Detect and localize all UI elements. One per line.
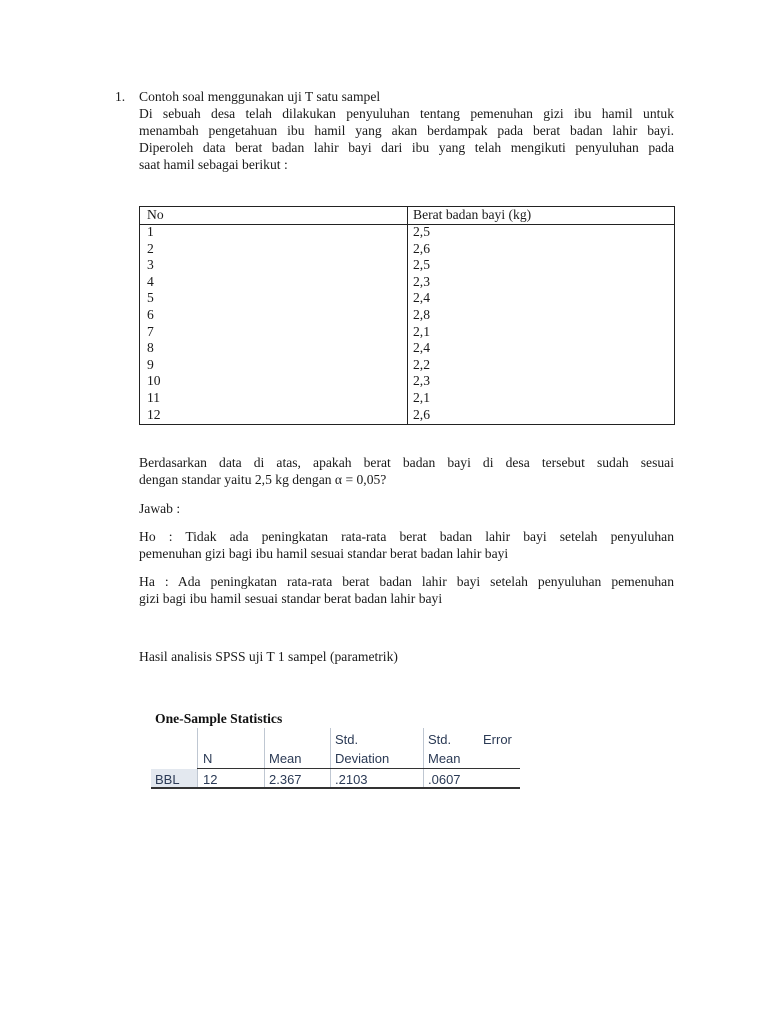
ha-line-1: Ha : Ada peningkatan rata-rata berat badan lahir bayi setelah penyuluhan pemenuhan bbox=[139, 574, 674, 589]
table-cell-no: 10 bbox=[147, 373, 161, 389]
table-cell-weight: 2,8 bbox=[413, 307, 430, 322]
table-cell-no: 3 bbox=[147, 257, 154, 273]
ho-line-2: pemenuhan gizi bagi ibu hamil sesuai standar berat badan lahir bayi bbox=[139, 546, 509, 561]
spss-bottom-rule bbox=[151, 787, 520, 789]
table-cell-no: 5 bbox=[147, 290, 154, 306]
question-line-1: Berdasarkan data di atas, apakah berat badan bayi di desa tersebut sudah sesuai bbox=[139, 455, 674, 470]
spss-row-label: BBL bbox=[155, 772, 180, 787]
spss-col-se-3: Error bbox=[483, 732, 512, 747]
spss-se-value: .0607 bbox=[428, 772, 461, 787]
table-cell-weight: 2,3 bbox=[413, 373, 430, 389]
ho-line-1: Ho : Tidak ada peningkatan rata-rata berat badan lahir bayi setelah penyuluhan bbox=[139, 529, 674, 544]
intro-line-4: saat hamil sebagai berikut : bbox=[139, 157, 288, 172]
table-cell-weight: 2,4 bbox=[413, 340, 430, 356]
spss-n-value: 12 bbox=[203, 772, 218, 787]
table-cell-weight: 2,6 bbox=[413, 240, 430, 256]
spss-col-sd-2: Deviation bbox=[335, 751, 390, 766]
table-cell-no: 9 bbox=[147, 356, 154, 372]
intro-line-1: Di sebuah desa telah dilakukan penyuluhan tentang pemenuhan gizi ibu hamil untuk bbox=[139, 106, 674, 121]
table-column-divider bbox=[407, 207, 408, 424]
table-cell-no: 12 bbox=[147, 406, 161, 422]
table-cell-no: 2 bbox=[147, 240, 154, 256]
question-line-2: dengan standar yaitu 2,5 kg dengan α = 0,05? bbox=[139, 472, 387, 487]
spss-col-divider-1 bbox=[197, 728, 198, 788]
intro-line-2: menambah pengetahuan ibu hamil yang akan berdampak pada berat badan lahir bayi. bbox=[139, 123, 674, 138]
question-title: Contoh soal menggunakan uji T satu sampel bbox=[139, 89, 381, 104]
table-cell-weight: 2,1 bbox=[413, 323, 430, 339]
spss-col-divider-3 bbox=[330, 728, 331, 788]
spss-header-rule bbox=[197, 768, 520, 769]
table-cell-no: 7 bbox=[147, 323, 154, 339]
answer-label: Jawab : bbox=[139, 501, 181, 516]
table-cell-no: 8 bbox=[147, 340, 154, 356]
spss-title: One-Sample Statistics bbox=[155, 711, 283, 726]
header-weight: Berat badan bayi (kg) bbox=[413, 207, 532, 222]
table-cell-weight: 2,1 bbox=[413, 390, 430, 405]
spss-col-sd-1: Std. bbox=[335, 732, 359, 747]
birth-weight-table bbox=[139, 206, 675, 425]
intro-line-3: Diperoleh data berat badan lahir bayi dari ibu yang telah mengikuti penyuluhan pada bbox=[139, 140, 674, 155]
table-cell-weight: 2,3 bbox=[413, 273, 430, 289]
table-cell-no: 4 bbox=[147, 273, 154, 289]
spss-caption: Hasil analisis SPSS uji T 1 sampel (parametrik) bbox=[139, 649, 398, 664]
ha-line-2: gizi bagi ibu hamil sesuai standar berat badan lahir bayi bbox=[139, 591, 443, 606]
table-cell-no: 11 bbox=[147, 390, 161, 405]
table-cell-weight: 2,5 bbox=[413, 257, 430, 273]
table-cell-no: 6 bbox=[147, 307, 154, 322]
spss-col-divider-4 bbox=[423, 728, 424, 788]
table-cell-weight: 2,6 bbox=[413, 406, 430, 422]
header-no: No bbox=[147, 207, 164, 222]
spss-col-n: N bbox=[203, 751, 213, 766]
spss-mean-value: 2.367 bbox=[269, 772, 302, 787]
spss-col-se-1: Std. bbox=[428, 732, 452, 747]
spss-col-divider-2 bbox=[264, 728, 265, 788]
spss-sd-value: .2103 bbox=[335, 772, 368, 787]
spss-col-se-2: Mean bbox=[428, 751, 461, 766]
table-cell-weight: 2,4 bbox=[413, 290, 430, 306]
table-cell-no: 1 bbox=[147, 224, 154, 239]
table-cell-weight: 2,2 bbox=[413, 356, 430, 372]
spss-col-mean: Mean bbox=[269, 751, 302, 766]
table-cell-weight: 2,5 bbox=[413, 224, 430, 239]
question-number: 1. bbox=[115, 89, 126, 104]
